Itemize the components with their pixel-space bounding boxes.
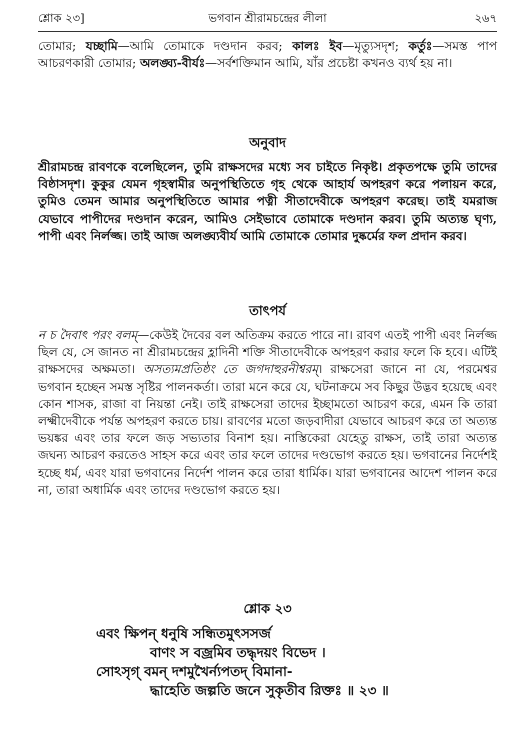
verse-line: সোঽসৃগ্ বমন্ দশমুখৈর্ন্যপতদ্ বিমানা- xyxy=(96,664,293,680)
synonym-meaning: —আমি তোমাকে দণ্ডদান করব; xyxy=(117,39,293,53)
header-verse-ref: শ্লোক ২৩] xyxy=(38,10,85,25)
synonym-intro: তোমার; xyxy=(38,39,86,53)
synonym-meaning: —মৃত্যুসদৃশ; xyxy=(342,39,409,53)
translation-section xyxy=(38,134,497,245)
synonym-word: অলঙ্ঘ্য-বীর্যঃ xyxy=(140,56,206,71)
sanskrit-verse xyxy=(38,625,497,701)
translation-heading: অনুবাদ xyxy=(249,136,286,151)
verse-line: এবং ক্ষিপন্ ধনুষি সন্ধিতমুৎসসর্জ xyxy=(96,626,271,642)
synonym-word: যচ্ছামি xyxy=(85,39,118,53)
running-header xyxy=(38,10,497,28)
purport-quote: ন চ দৈবাৎ পরং বলম্ xyxy=(38,328,138,342)
synonym-word: কর্তুঃ xyxy=(408,39,433,53)
page-number: ২৬৭ xyxy=(474,10,497,25)
purport-section xyxy=(38,302,497,499)
purport-quote: অসত্যমপ্রতিষ্ঠং তে জগদাহুরনীশ্বরম্ xyxy=(142,362,319,377)
purport-body: । রাক্ষসেরা জানে না যে, পরমেশ্বর ভগবান হচ্ছেন সমস্ত সৃষ্টির পালনকর্তা। তারা মনে করে যে, ঘটনাক্রমে সব কিছুর উদ্ভব হয়েছে এবং কোন শাসক, রাজা বা নিয়ন্তা নেই। তাই রাক্ষসেরা তাদের ইচ্ছামতো আচরণ করে, এমন কি তারা লক্ষ্মীদেবীকে পর্যন্ত অপহরণ করতে চায়। রাবণের মতো জড়বাদীরা যেভাবে আচরণ করে তা অত্যন্ত ভয়ঙ্কর এবং তার ফলে জড় সভ্যতার বিনাশ হয়। নাস্তিকেরা যেহেতু রাক্ষস, তাই তারা অত্যন্ত জঘন্য আচরণ করতেও সাহস করে এবং তার ফলে তাদের দণ্ডভোগ করতে হয়। ভগবানের নির্দেশই হচ্ছে ধর্ম, এবং যারা ভগবানের নির্দেশ পালন করে তারা ধার্মিক। যারা ভগবানের আদেশ পালন করে না, তারা অধার্মিক এবং তাদের দণ্ডভোগ করতে হয়। xyxy=(38,362,497,497)
synonyms-section xyxy=(38,38,497,72)
verse-section xyxy=(38,600,497,701)
verse-heading: শ্লোক ২৩ xyxy=(243,602,292,617)
header-title: ভগবান শ্রীরামচন্দ্রের লীলা xyxy=(208,10,327,25)
header-divider xyxy=(38,31,497,32)
synonyms-paragraph xyxy=(38,38,497,72)
synonym-meaning: —সমস্ত পাপ আচরণকারী তোমার; xyxy=(38,39,497,71)
synonym-meaning: —সর্বশক্তিমান আমি, যাঁর প্রচেষ্টা কখনও ব্যর্থ হয় না। xyxy=(205,56,453,71)
verse-line: দ্ধাহেতি জল্পতি জনে সুকৃতীব রিক্তঃ ॥ ২৩ ॥ xyxy=(150,683,389,699)
purport-text xyxy=(38,327,497,499)
translation-text: শ্রীরামচন্দ্র রাবণকে বলেছিলেন, তুমি রাক্ষসদের মধ্যে সব চাইতে নিকৃষ্ট। প্রকৃতপক্ষে তুমি তাদের বিষ্ঠাসদৃশ। কুকুর যেমন গৃহস্বামীর অনুপস্থিতিতে গৃহ থেকে আহার্য অপহরণ করে পলায়ন করে, তুমিও তেমন আমার অনুপস্থিতিতে আমার পত্নী সীতাদেবীকে অপহরণ করেছ। তাই যমরাজ যেভাবে পাপীদের দণ্ডদান করেন, আমিও সেইভাবে তোমাকে দণ্ডদান করব। তুমি অত্যন্ত ঘৃণ্য, পাপী এবং নির্লজ্জ। তাই আজ অলঙ্ঘ্যবীর্য আমি তোমাকে তোমার দুষ্কর্মের ফল প্রদান করব। xyxy=(38,160,497,243)
verse-line: বাণং স বজ্রমিব তদ্ধৃদয়ং বিভেদ । xyxy=(150,645,326,661)
purport-body: —কেউই দৈবের বল অতিক্রম করতে পারে না। রাবণ এতই পাপী এবং নির্লজ্জ ছিল যে, সে জানত না শ্রীরামচন্দ্রের হ্লাদিনী শক্তি সীতাদেবীকে অপহরণ করার ফলে কি হবে। এটিই রাক্ষসদের অক্ষমতা। xyxy=(38,328,497,377)
purport-heading: তাৎপর্য xyxy=(249,304,286,319)
synonym-word: কালঃ ইব xyxy=(292,39,343,53)
